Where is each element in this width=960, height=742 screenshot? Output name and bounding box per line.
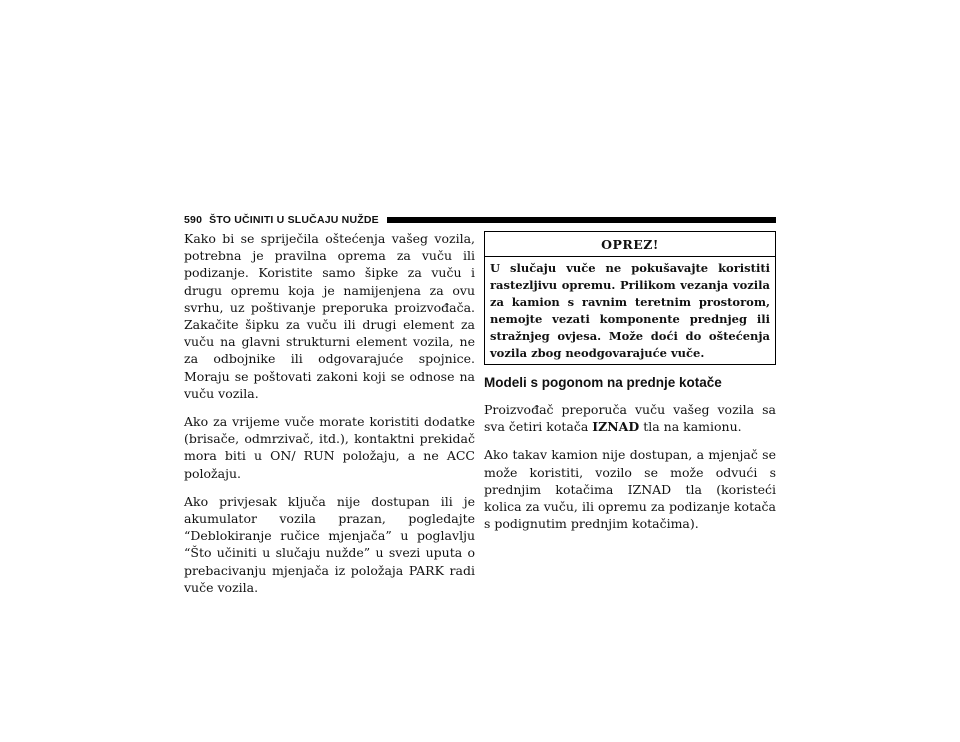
- warning-box: [484, 231, 776, 365]
- emphasis-above: IZNAD: [592, 419, 640, 435]
- paragraph-accessories: Ako za vrijeme vuče morate koristiti dodatke (brisače, odmrzivač, itd.), kontaktni prekidač mora biti u ON/ RUN položaju, a ne ACC položaju.: [184, 414, 475, 481]
- warning-title: OPREZ!: [485, 232, 775, 257]
- page-header: [184, 213, 776, 227]
- paragraph-towing-equipment: Kako bi se spriječila oštećenja vašeg vozila, potrebna je pravilna oprema za vuču ili podizanje. Koristite samo šipke za vuču i drugu opremu koja je namijenjena za ovu svrhu, uz poštivanje preporuka proizvođača. Zakačite šipku za vuču ili drugi element za vuču na glavni strukturni element vozila, ne za odbojnike ili odgovarajuće spojnice. Moraju se poštovati zakoni koji se odnose na vuču vozila.: [184, 231, 475, 401]
- paragraph-key-fob: Ako privjesak ključa nije dostupan ili je akumulator vozila prazan, pogledajte “Deblokiranje ručice mjenjača” u poglavlju “Što učiniti u slučaju nužde” u svezi uputa o prebacivanju mjenjača iz položaja PARK radi vuče vozila.: [184, 493, 475, 595]
- warning-text: U slučaju vuče ne pokušavajte koristiti rastezljivu opremu. Prilikom vezanja vozila za kamion s ravnim teretnim prostorom, nemojte vezati komponente prednjeg ili stražnjeg ovjesa. Može doći do oštećenja vozila zbog neodgovarajuće vuče.: [490, 261, 770, 360]
- header-rule: [387, 217, 776, 223]
- text-segment: Proizvođač preporuča vuču vašeg vozila sa sva četiri kotača: [484, 402, 776, 435]
- right-column: [484, 231, 776, 543]
- left-column: [184, 230, 475, 607]
- section-title: ŠTO UČINITI U SLUČAJU NUŽDE: [209, 214, 379, 226]
- paragraph-alternative-towing: Ako takav kamion nije dostupan, a mjenjač se može koristiti, vozilo se može odvući s prednjim kotačima IZNAD tla (koristeći kolica za vuču, ili opremu za podizanje kotača s podignutim prednjim kotačima).: [484, 447, 776, 532]
- page-number: 590: [184, 214, 203, 226]
- text-segment: tla na kamionu.: [639, 419, 742, 435]
- paragraph-manufacturer-recommendation: [484, 401, 776, 435]
- subheading-fwd-models: Modeli s pogonom na prednje kotače: [484, 375, 722, 390]
